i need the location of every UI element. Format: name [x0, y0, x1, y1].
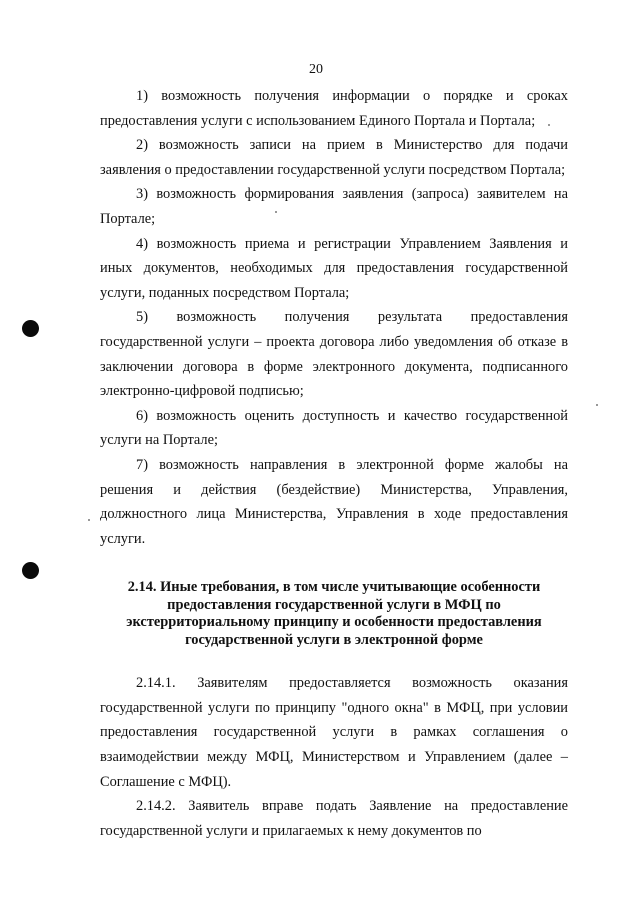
page-number: 20 — [309, 62, 323, 77]
list-item: 2) возможность записи на прием в Министерство для подачи заявления о предоставлении государственной услуги посредством Портала; — [100, 137, 568, 178]
punch-hole-top — [22, 320, 39, 337]
list-item: 7) возможность направления в электронной форме жалобы на решения и действия (бездействие) Министерства, Управления, должностного лица Министерства, Управления в ходе предоставления услуги. — [100, 456, 568, 547]
section-paragraph: 2.14.1. Заявителям предоставляется возможность оказания государственной услуги по принципу "одного окна" в МФЦ, при условии предоставления государственной услуги в рамках соглашения о взаимодействии между МФЦ, Министерством и Управлением (далее – Соглашение с МФЦ). — [100, 675, 568, 790]
page-body — [100, 84, 568, 843]
list-item: 4) возможность приема и регистрации Управлением Заявления и иных документов, необходимых для предоставления государственной услуги, поданных посредством Портала; — [100, 235, 568, 301]
section-heading-line: экстерриториальному принципу и особенности предоставления — [126, 614, 542, 631]
scan-speck — [88, 519, 90, 521]
list-item: 1) возможность получения информации о порядке и сроках предоставления услуги с использованием Единого Портала и Портала; — [100, 88, 568, 129]
section-heading-line: 2.14. Иные требования, в том числе учитывающие особенности — [127, 579, 541, 596]
scan-speck — [596, 404, 598, 406]
list-item: 6) возможность оценить доступность и качество государственной услуги на Портале; — [100, 407, 568, 449]
list-item: 3) возможность формирования заявления (запроса) заявителем на Портале; — [100, 186, 568, 227]
section-heading-line: предоставления государственной услуги в МФЦ по — [167, 596, 501, 613]
punch-hole-bottom — [22, 562, 39, 579]
list-item: 5) возможность получения результата предоставления государственной услуги – проекта договора либо уведомления об отказе в заключении договора в форме электронного документа, подписанного электронно-цифровой подписью; — [100, 309, 568, 400]
section-paragraph: 2.14.2. Заявитель вправе подать Заявление на предоставление государственной услуги и прилагаемых к нему документов по — [100, 798, 568, 839]
section-heading — [100, 579, 568, 649]
section-heading-line: государственной услуги в электронной форме — [185, 631, 483, 648]
